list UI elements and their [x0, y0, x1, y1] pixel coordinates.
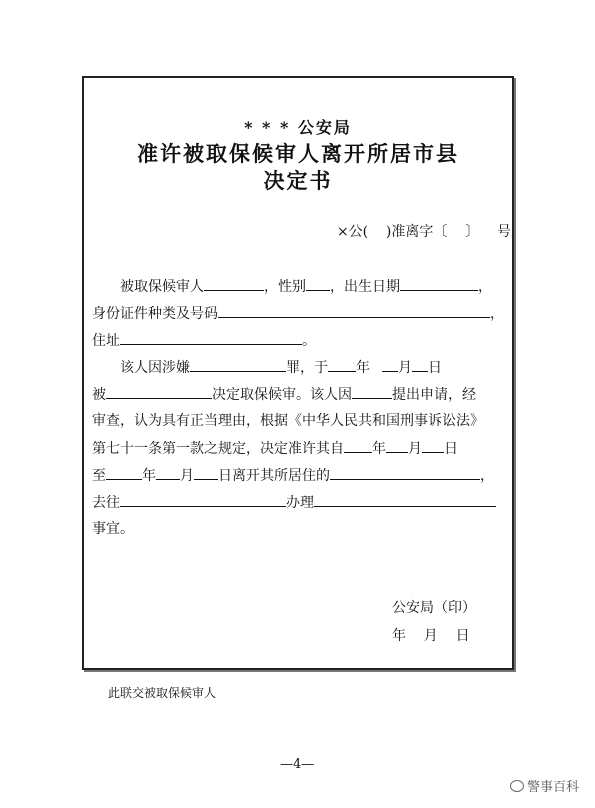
date-line: 年 月 日 — [392, 628, 470, 644]
form-line-crime — [92, 357, 512, 378]
label-decision: 决定取保候审。该人因 — [212, 387, 352, 403]
form-line-decision — [92, 384, 512, 405]
label-year: 年 — [372, 441, 386, 457]
blank-to-month[interactable] — [156, 465, 180, 480]
blank-from-month[interactable] — [386, 438, 408, 453]
form-line-permit-from — [92, 438, 512, 459]
form-line-address — [92, 330, 512, 351]
watermark-text: 警事百科 — [527, 780, 580, 795]
label-day: 日 — [428, 360, 442, 376]
label-gender: ，性别 — [264, 279, 306, 295]
blank-residence-city[interactable] — [330, 465, 480, 480]
punct: ， — [490, 306, 504, 322]
label-month: 月 — [398, 360, 412, 376]
blank-id-number[interactable] — [218, 303, 490, 318]
form-line-id — [92, 303, 512, 324]
chat-bubble-icon — [510, 780, 524, 792]
form-line-permit-to — [92, 465, 512, 486]
form-line-destination — [92, 492, 512, 513]
agency-heading: * * * 公安局 — [244, 118, 352, 137]
label-to: 至 — [92, 468, 106, 484]
blank-from-year[interactable] — [344, 438, 372, 453]
label-suspected: 该人因涉嫌 — [120, 360, 190, 376]
label-application: 提出申请，经 — [392, 387, 476, 403]
form-line-suspect — [92, 276, 512, 297]
blank-year[interactable] — [328, 357, 356, 372]
page-number: —4— — [280, 757, 315, 772]
label-birthdate: ，出生日期 — [330, 279, 400, 295]
label-go-to: 去往 — [92, 495, 120, 511]
copy-note: 此联交被取保候审人 — [108, 686, 217, 700]
label-day: 日 — [444, 441, 458, 457]
label-month: 月 — [408, 441, 422, 457]
blank-to-year[interactable] — [106, 465, 142, 480]
blank-deciding-authority[interactable] — [106, 384, 212, 399]
form-line-legal-basis: 审查，认为具有正当理由，根据《中华人民共和国刑事诉讼法》 — [92, 413, 484, 429]
punct: ， — [480, 468, 494, 484]
blank-matter[interactable] — [314, 492, 496, 507]
label-year: 年 — [356, 360, 370, 376]
blank-month[interactable] — [382, 357, 398, 372]
blank-reason[interactable] — [352, 384, 392, 399]
label-crime-on: 罪，于 — [286, 360, 328, 376]
document-title-suffix: 决定书 — [263, 168, 333, 193]
punct: ， — [478, 279, 492, 295]
label-year: 年 — [142, 468, 156, 484]
label-article: 第七十一条第一款之规定，决定准许其自 — [92, 441, 344, 457]
blank-birthdate[interactable] — [400, 276, 478, 291]
label-address: 住址 — [92, 333, 120, 349]
label-handle: 办理 — [286, 495, 314, 511]
blank-day[interactable] — [412, 357, 428, 372]
blank-destination[interactable] — [120, 492, 286, 507]
watermark — [510, 776, 579, 795]
label-by: 被 — [92, 387, 106, 403]
blank-gender[interactable] — [306, 276, 330, 291]
blank-from-day[interactable] — [422, 438, 444, 453]
label-suspect: 被取保候审人 — [120, 279, 204, 295]
blank-address[interactable] — [120, 330, 302, 345]
label-id-type: 身份证件种类及号码 — [92, 306, 218, 322]
document-title: 准许被取保候审人离开所居市县 — [137, 141, 459, 166]
seal-line: 公安局（印） — [392, 600, 476, 616]
punct: 。 — [302, 333, 316, 349]
blank-to-day[interactable] — [194, 465, 218, 480]
blank-crime[interactable] — [190, 357, 286, 372]
label-month: 月 — [180, 468, 194, 484]
blank-suspect-name[interactable] — [204, 276, 264, 291]
document-number: ×公( )准离字〔 〕 号 — [336, 224, 511, 240]
form-line-closing: 事宜。 — [92, 521, 134, 537]
label-leave-residence: 日离开其所居住的 — [218, 468, 330, 484]
